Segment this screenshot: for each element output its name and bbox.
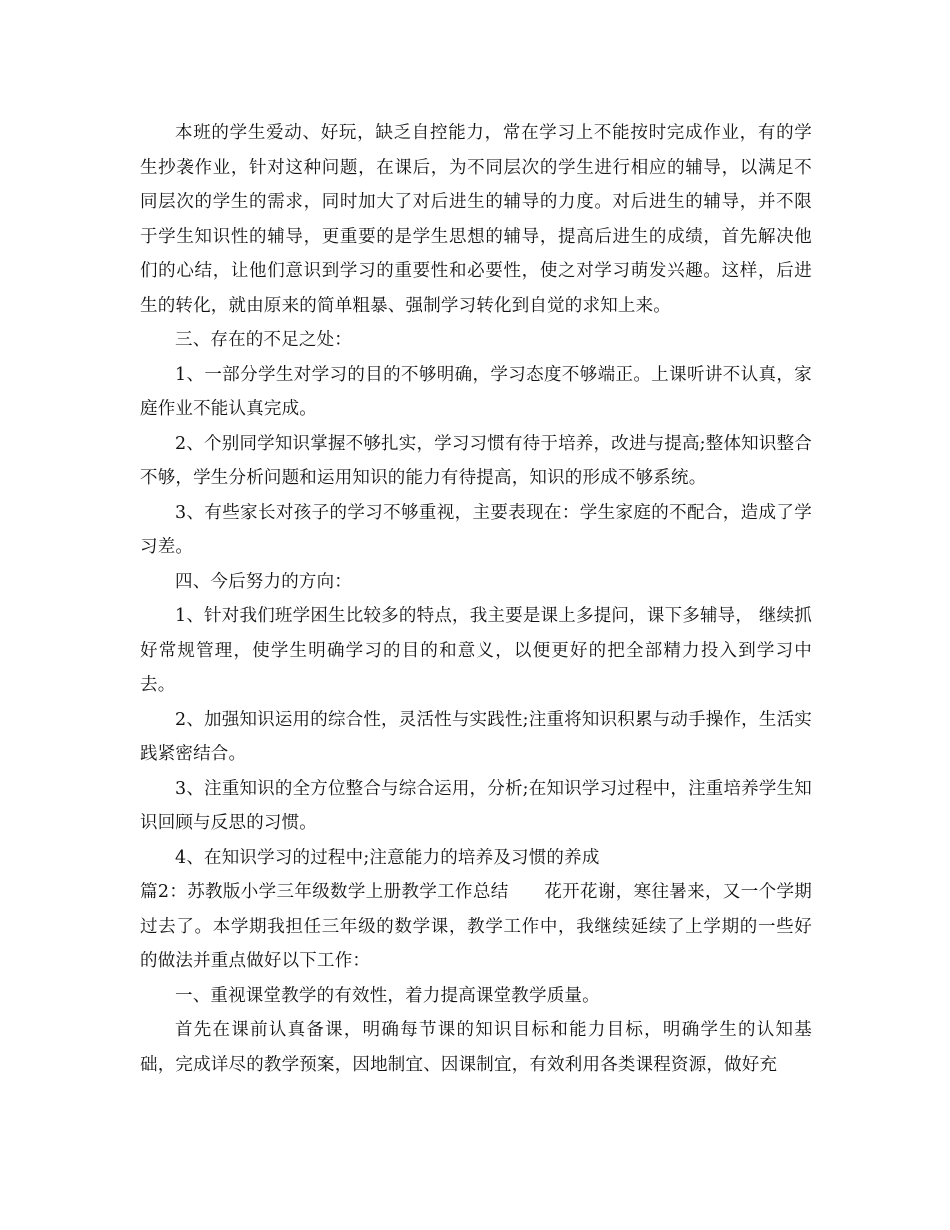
list-item-direction-2: 2、加强知识运用的综合性，灵活性与实践性;注重将知识积累与动手操作，生活实践紧密结合。 [140,709,812,764]
heading-classroom-effectiveness: 一、重视课堂教学的有效性，着力提高课堂教学质量。 [175,985,600,1006]
list-item-shortcoming-2: 2、个别同学知识掌握不够扎实，学习习惯有待于培养，改进与提高;整体知识整合不够，学生分析问题和运用知识的能力有待提高，知识的形成不够系统。 [140,433,812,488]
heading-future-direction: 四、今后努力的方向： [175,571,352,592]
document-body [140,116,812,1082]
list-item-shortcoming-3: 3、有些家长对孩子的学习不够重视，主要表现在：学生家庭的不配合，造成了学习差。 [140,502,812,557]
list-item-direction-1: 1、针对我们班学困生比较多的特点，我主要是课上多提问，课下多辅导， 继续抓好常规管理，使学生明确学习的目的和意义，以便更好的把全部精力投入到学习中去。 [140,606,812,695]
paragraph-student-tutoring: 本班的学生爱动、好玩，缺乏自控能力，常在学习上不能按时完成作业，有的学生抄袭作业，针对这种问题，在课后，为不同层次的学生进行相应的辅导，以满足不同层次的学生的需求，同时加大了对后进生的辅导的力度。对后进生的辅导，并不限于学生知识性的辅导，更重要的是学生思想的辅导，提高后进生的成绩，首先解决他们的心结，让他们意识到学习的重要性和必要性，使之对学习萌发兴趣。这样，后进生的转化，就由原来的简单粗暴、强制学习转化到自觉的求知上来。 [140,123,812,316]
list-item-direction-4: 4、在知识学习的过程中;注意能力的培养及习惯的养成 [175,847,600,868]
paragraph-lesson-preparation: 首先在课前认真备课，明确每节课的知识目标和能力目标，明确学生的认知基础，完成详尽的教学预案，因地制宜、因课制宜，有效利用各类课程资源，做好充 [140,1020,812,1075]
heading-shortcomings: 三、存在的不足之处： [175,330,352,350]
list-item-direction-3: 3、注重知识的全方位整合与综合运用，分析;在知识学习过程中，注重培养学生知识回顾与反思的习惯。 [140,778,812,833]
list-item-shortcoming-1: 1、一部分学生对学习的目的不够明确，学习态度不够端正。上课听讲不认真，家庭作业不能认真完成。 [140,364,812,419]
section-heading-article-2: 篇2：苏教版小学三年级数学上册教学工作总结 花开花谢，寒往暑来，又一个学期过去了。本学期我担任三年级的数学课，教学工作中，我继续延续了上学期的一些好的做法并重点做好以下工作： [140,882,812,971]
